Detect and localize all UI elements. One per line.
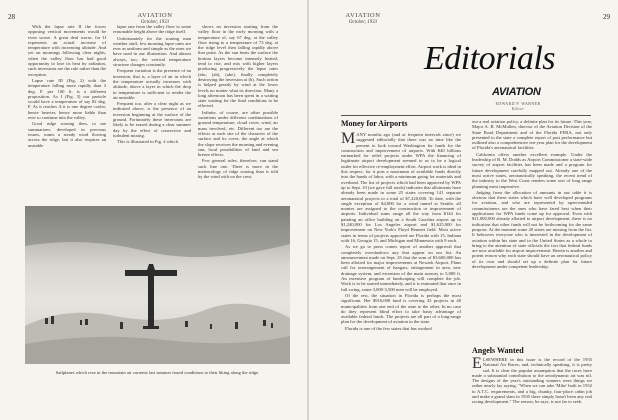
paragraph: Infinite, of course, are other possible variations under different combinations of ground temperature, cloud cover, wind, air mass involved, etc. Different too are the effects at each site of the character of the surface and its cover, the angle at which the slope receives the morning and evening sun, local possibilities of land and sea breeze effects. bbox=[198, 109, 278, 158]
paragraph: With the lapse rate II the forces opposing vertical movements would be even worse. A great deal worse, for II represents an actual increase of temperature with increasing altitude. And yet on mornings following clear nights, when the valley floor has had good opportunity to lose its heat by radiation, such inversions are the rule rather than the exception. bbox=[28, 24, 106, 77]
drop-cap: E bbox=[472, 357, 482, 372]
editorials-title: Editorials bbox=[424, 40, 556, 77]
divider bbox=[341, 115, 591, 116]
page-number: 28 bbox=[8, 13, 15, 21]
issue-date: October, 1933 bbox=[348, 20, 378, 25]
paragraph: Few general rules, therefore, can stand such fine one. There is more in the meteorology of ridge soaring than is told by the wind with on the crest. bbox=[198, 158, 278, 180]
paragraph: Frequent variation is the presence of an inversion, that is, a layer of air in which the temperature actually increases with altitude, above a layer in which the drop in temperature is sufficient to render the air unstable. bbox=[113, 68, 191, 100]
paragraph: Judging from the allocation of amounts in our table it is obvious that these states which have well developed programs for aviation, and who are represented by open-minded commissioners are the ones who have fared best when their applications for WPA funds come up for approval. Even with $11,000,000 already allotted to airport development, there is no indication that other funds will not be forthcoming for the same purpose. At the moment some 20 states are missing from the list. It behooves everyone who is interested in the development of aviation within his state and in the United States as a whole to bring to the attention of state officials the fact that federal funds are now available for airport improvement. Herein is another and potent reason why each state should have an aeronautical policy of its own and should set up a definite plan for future development under competent leadership. bbox=[472, 189, 592, 270]
article-column-1 bbox=[28, 24, 106, 202]
article-column-2 bbox=[113, 24, 191, 202]
paragraph: Of the rest, the situation in Florida is perhaps the most significant. Her $916,000 fund is covering 43 projects in 40 municipalities from one end of the state to the other. In no case do they represent blind effort to take hasty advantage of available federal funds. The projects are all part of a long-range plan for the development of aviation in the state. bbox=[341, 292, 461, 325]
page-number: 29 bbox=[603, 13, 610, 21]
sailplane-photo-image bbox=[25, 206, 290, 364]
article-column-3 bbox=[198, 24, 278, 202]
editorial-column-2 bbox=[472, 119, 592, 345]
paragraph: ELSEWHERE in this issue is the record of the 1935 National Air Races, and, technically speaking, it is pretty sad. It is clear the popular assumption that the races have made a substantial contribution to the aerodynamic art was nil. The designs of the year's outstanding winners were things we rather nearly lay saying, "When we can take 'Mike' built in 1932 to A.T.C. requirements, and a big, chunky, four-place cabin job and make a grand slam in 1935 there simply hasn't been any real racing development." The reason, he says, is not far to seek. bbox=[472, 357, 592, 405]
paragraph: Frequent too, after a clear night as we indicated above, is the presence of an inversion beginning at the surface of the ground. Fortunately these inversions are likely to be erased during a clear summer day by the effect of convective and turbulent mixing. bbox=[113, 101, 191, 138]
editorial-column-1 bbox=[341, 132, 461, 416]
sailplane-photo bbox=[25, 206, 290, 364]
left-page bbox=[0, 0, 307, 420]
magazine-name: AVIATION bbox=[345, 12, 381, 19]
paragraph: Lapse rate III (Fig. 2) with the temperature falling more rapidly than 3 deg. F. per 100 ft. is a different proposition. As I (Fig. 3) our particle would have a temperature of say 82 deg. F. As it reaches A it is one degree cooler, hence heavier, hence more liable than ever to continue into the valley. bbox=[28, 77, 106, 121]
paragraph: shows an inversion starting from the valley floor in the early morning with a temperature of, say 67 deg. at the valley floor rising to a temperature of 73 deg. at the ridge level then falling rapidly above that point. As the sun heats the surface the bottom layers become intensely heated, tend to rise, and mix with higher layers producing progressively the lapse rates (abc, (ab), (abe), finally completely destroying the inversion at (b). Such action is helped greatly by wind at the lower levels no matter what its direction. Many a long afternoon has been spent in a waiting state waiting for the final conditions to be effected. bbox=[198, 24, 278, 109]
issue-date: October, 1933 bbox=[140, 20, 170, 25]
photo-caption: Sailplanes which rose in the mountain air currents last summer found conditions to their liking along the ridge. bbox=[55, 370, 260, 375]
running-header bbox=[333, 12, 393, 26]
angels-wanted-heading: Angels Wanted bbox=[472, 346, 524, 355]
aviation-logo: AVIATION bbox=[492, 86, 541, 98]
paragraph: As we go to press comes report of another approval that completely overshadows any that appear on our list. An announcement made on Sept. 25 that the sum of $3,600,000 has been allotted for major improvements at Newark Airport. Plans call for rearrangement of hangars, enlargement in area, new drainage system, and extension of the main runway to 5,000 ft. An extensive program of landscaping will complete the job. Work is to be started immediately, and it is estimated that once in full swing, some 3,000-3,500 men will be employed. bbox=[341, 244, 461, 292]
editor-role: Editor bbox=[511, 106, 525, 111]
paragraph: Florida is one of the few states that has worked bbox=[345, 325, 432, 331]
paragraph: Good ridge soaring then, to me summarizes: developed in previous issues, wants a steady wind flowing across the ridge, but it also requires an unstable bbox=[28, 121, 106, 148]
paragraph: Unfortunately for the soaring man weather stuff, few morning lapse rates are ever as uniform and simple as the ones we have used in our illustration. And almost always, too, the vertical temperature structure changes constantly. bbox=[113, 35, 191, 68]
paragraph: California offers another excellent example. Under the leadership of R. M. Dodds as Airport Commissioner a state-wide survey of airport facilities has been made and a program for future development carefully mapped out. Already one of the most active states, aeronautically speaking, the recent trend of the industry to the West Coast renders some sort of long range planning most imperative. bbox=[472, 151, 592, 189]
paragraph: MANY months ago (and at frequent intervals since) we suggested editorially that there was no time like the present to look toward Washington for funds for the construction and improvement of airports. With $40 billions earmarked for relief projects under WPA the financing of legitimate airport development seemed to us to be a logical outlet for effective re-employment effort. Airport work is ideal in this respect, for it puts a maximum of available funds directly into the hands of labor, with a minimum going for materials and overhead. The list of projects which had been approved by WPA up to Sept. 10 (we gave full totals) indicates that allotments have already been made in some 25 states covering 141 separate aeronautical projects to a total of $7,220,000. To date, with the single exception of $4,000 for a wind tunnel at Seattle, all monies are assigned to the construction or improvement of airports. Individual sums range all the way from $144 for painting an office building on a South Carolina airport up to $1,240,000 for Los Angeles airport and $1,625,000 for improvement on New York's Floyd Bennett field. Most active states in terms of projects approved are Florida with 15, Indiana with 16, Georgia 15, and Michigan and Minnesota with 9 each. bbox=[341, 132, 461, 243]
editorial-column-2-continued bbox=[472, 357, 592, 417]
paragraph: out a real aviation policy, a definite plan for its future. This year, Major A. B. McMullen, director of the Aviation Division of the State Road Department and of the Florida FERA, not only presented to the state a complete report of past performance but outlined also a comprehensive ten-year plan for the development of Florida's aeronautical facilities. bbox=[472, 119, 592, 151]
money-for-airports-heading: Money for Airports bbox=[341, 119, 408, 128]
drop-cap: M bbox=[341, 132, 356, 147]
paragraph: This is illustrated in Fig. 4 which bbox=[117, 139, 178, 145]
editor-credit bbox=[488, 101, 548, 111]
paragraph: lapse rate from the valley floor to some reasonable height above the ridge itself. bbox=[113, 24, 191, 35]
magazine-name: AVIATION bbox=[137, 12, 173, 19]
editor-name: EDWARD P. WARNER bbox=[495, 101, 541, 106]
